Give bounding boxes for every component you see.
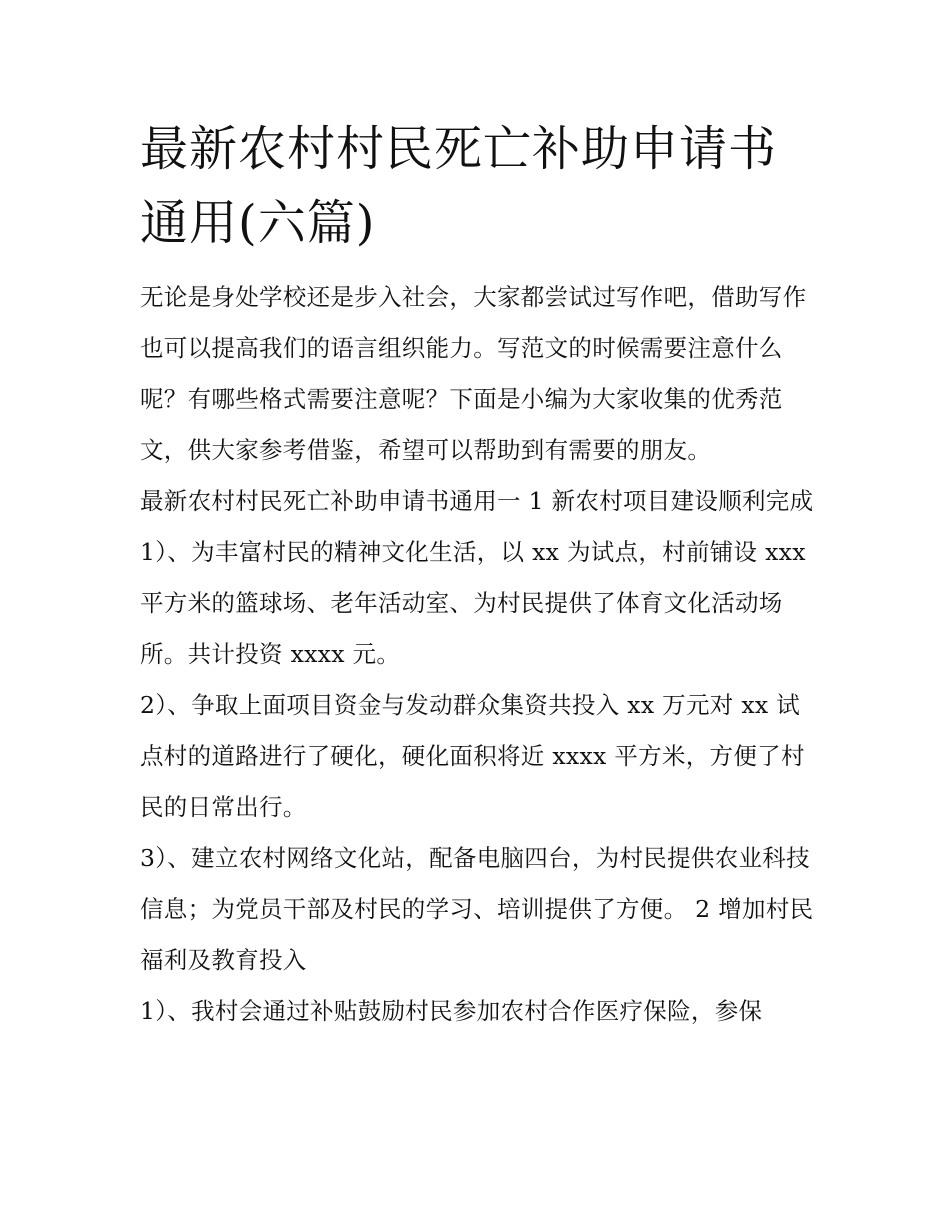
list-item-paragraph: 3）、建立农村网络文化站，配备电脑四台，为村民提供农业科技信息；为党员干部及村民的学习、培训提供了方便。 2 增加村民福利及教育投入 — [140, 844, 814, 974]
list-item-paragraph: 2）、争取上面项目资金与发动群众集资共投入 xx 万元对 xx 试点村的道路进行了硬化，硬化面积将近 xxxx 平方米，方便了村民的日常出行。 — [140, 691, 805, 821]
list-item-paragraph: 1）、为丰富村民的精神文化生活，以 xx 为试点，村前铺设 xxx 平方米的篮球场、老年活动室、为村民提供了体育文化活动场所。共计投资 xxxx 元。 — [140, 538, 806, 668]
document-body — [140, 272, 820, 1037]
document-title: 最新农村村民死亡补助申请书通用(六篇) — [140, 121, 778, 251]
section-heading-paragraph: 最新农村村民死亡补助申请书通用一 1 新农村项目建设顺利完成 — [140, 487, 814, 515]
list-item-paragraph: 1）、我村会通过补贴鼓励村民参加农村合作医疗保险，参保 — [140, 997, 763, 1025]
document-page — [140, 112, 820, 1037]
intro-paragraph: 无论是身处学校还是步入社会，大家都尝试过写作吧，借助写作也可以提高我们的语言组织能力。写范文的时候需要注意什么呢？有哪些格式需要注意呢？下面是小编为大家收集的优秀范文，供大家参考借鉴，希望可以帮助到有需要的朋友。 — [140, 283, 807, 464]
